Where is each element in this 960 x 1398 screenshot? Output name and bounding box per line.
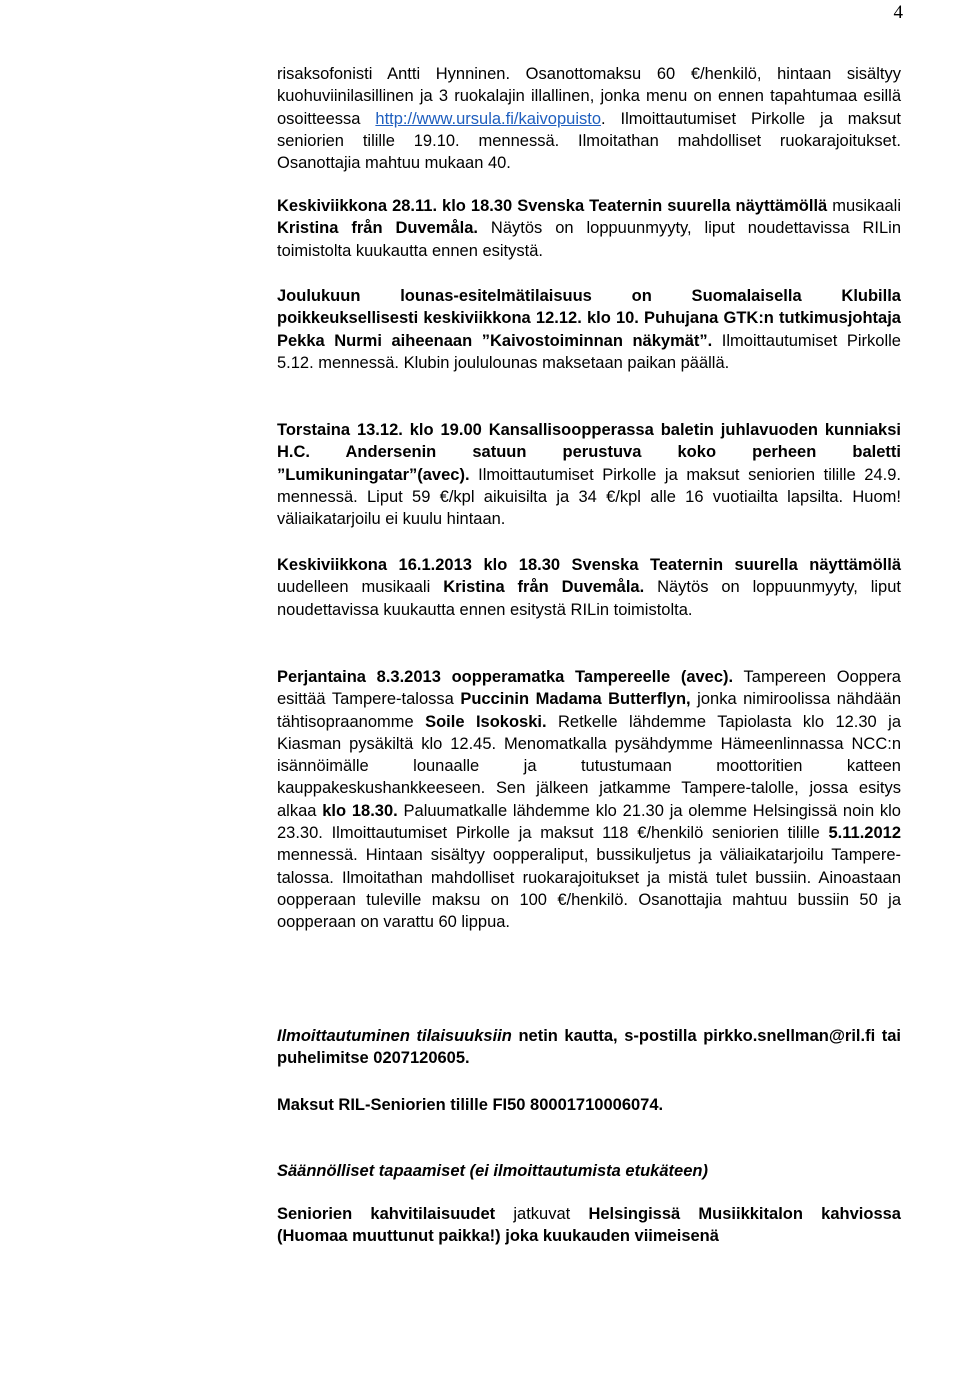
text-segment: Näytös on loppuunmyyty, liput noudettavissa kuukautta ennen esitystä RILin toimistolta.	[277, 578, 901, 619]
text-segment: . Ilmoittautumiset Pirkolle ja maksut seniorien tilille 19.10. mennessä. Ilmoitathan mahdolliset ruokarajoitukset. Osanottajia mahtuu mukaan 40.	[277, 109, 901, 173]
soloist-name: Soile Isokoski.	[425, 712, 547, 731]
text-segment: jonka nimiroolissa nähdään tähtisopraanomme	[277, 690, 901, 731]
event-heading: Perjantaina 8.3.2013 oopperamatka Tampereelle (avec).	[277, 668, 734, 686]
text-segment: Retkelle lähdemme Tapiolasta klo 12.30 ja Kiasman pysäkiltä klo 12.45. Menomatkalla pysähdymme Hämeenlinnassa NCC:n isännöimälle lounaalle ja tutustumaan moottoritien katteen kauppakeskushankkeeseen. Sen jälkeen jatkamme Tampere-talolle, jossa esitys alkaa	[277, 712, 901, 820]
event-location: Helsingissä Musiikkitalon kahviossa (Huomaa muuttunut paikka!) joka kuukauden viimeisenä	[277, 1205, 901, 1246]
paragraph-christmas-lunch-lecture	[277, 285, 901, 374]
text-segment: risaksofonisti Antti Hynninen. Osanottomaksu 60 €/henkilö, hintaan sisältyy kuohuviinilasillinen ja 3 ruokalajin illallinen, jonka menu on ennen tapahtumaa esillä osoitteessa	[277, 65, 901, 128]
event-heading: Joulukuun lounas-esitelmätilaisuus on Suomalaisella Klubilla poikkeuksellisesti keskiviikkona 12.12. klo 10. Puhujana GTK:n tutkimusjohtaja Pekka Nurmi aiheenaan ”Kaivostoiminnan näkymät”.	[277, 287, 901, 350]
text-segment: Ilmoittautumiset Pirkolle 5.12. mennessä. Klubin joululounas maksetaan paikan päällä.	[277, 331, 901, 372]
paragraph-kaivopuisto-dinner	[277, 63, 901, 174]
paragraph-coffee-meetings	[277, 1203, 901, 1248]
show-title: Kristina från Duvemåla.	[277, 219, 478, 238]
kaivopuisto-link[interactable]: http://www.ursula.fi/kaivopuisto	[375, 109, 602, 128]
opera-title: Puccinin Madama Butterflyn,	[460, 690, 691, 709]
text-segment: uudelleen musikaali	[277, 578, 444, 597]
show-time: klo 18.30.	[322, 801, 398, 820]
page-number: 4	[893, 2, 903, 23]
text-segment: mennessä. Hintaan sisältyy oopperaliput, bussikuljetus ja väliaikatarjoilu Tampere-talossa. Ilmoitathan mahdolliset ruokarajoitukset ja mistä tulet bussiin. Ainoastaan oopperaan tuleville maksu on 100 €/henkilö. Osanottajia mahtuu bussiin 50 ja oopperaan on varattu 60 lippua.	[277, 846, 901, 932]
text-segment: Paluumatkalle lähdemme klo 21.30 ja olemme Helsingissä noin klo 23.30. Ilmoittautumiset Pirkolle ja maksut 118 €/henkilö seniorien tilille	[277, 801, 901, 843]
registration-contacts: netin kautta, s-postilla pirkko.snellman@ril.fi tai puhelimitse 0207120605.	[277, 1027, 902, 1068]
paragraph-registration-info	[277, 1025, 901, 1070]
text-segment: Tampereen Ooppera esittää Tampere-talossa	[277, 668, 901, 709]
text-segment: Ilmoittautumiset Pirkolle ja maksut seniorien tilille 24.9. mennessä. Liput 59 €/kpl aikuisilta ja 34 €/kpl alle 16 vuotiailta lapsilta. Huom! väliaikatarjoilu ei kuulu hintaan.	[277, 465, 901, 529]
registration-heading: Ilmoittautuminen tilaisuuksiin	[277, 1027, 512, 1045]
paragraph-kristina-january	[277, 554, 901, 621]
event-heading: Seniorien kahvitilaisuudet	[277, 1205, 496, 1223]
text-segment: musikaali	[827, 197, 902, 215]
event-heading: Torstaina 13.12. klo 19.00 Kansallisoopperassa baletin juhlavuoden kunniaksi H.C. Andersenin satuun perustuva koko perheen baletti ”Lumikuningatar”(avec).	[277, 421, 901, 484]
regular-meetings-heading: Säännölliset tapaamiset (ei ilmoittautumista etukäteen)	[277, 1162, 708, 1180]
text-segment: Näytös on loppuunmyyty, liput noudettavissa RILin toimistolta kuukautta ennen esitystä.	[277, 219, 902, 260]
paragraph-kristina-november	[277, 195, 901, 262]
payment-account: Maksut RIL-Seniorien tilille FI50 80001710006074.	[277, 1096, 664, 1114]
paragraph-tampere-opera-trip	[277, 666, 901, 934]
event-heading: Keskiviikkona 28.11. klo 18.30 Svenska Teaternin suurella näyttämöllä	[277, 197, 828, 215]
event-heading: Keskiviikkona 16.1.2013 klo 18.30 Svenska Teaternin suurella näyttämöllä	[277, 556, 901, 574]
text-segment: jatkuvat	[495, 1205, 589, 1223]
show-title: Kristina från Duvemåla.	[443, 578, 645, 597]
payment-deadline: 5.11.2012	[828, 824, 901, 843]
paragraph-regular-meetings-heading	[277, 1160, 901, 1182]
paragraph-lumikuningatar-ballet	[277, 419, 901, 530]
paragraph-payment-account	[277, 1094, 901, 1116]
